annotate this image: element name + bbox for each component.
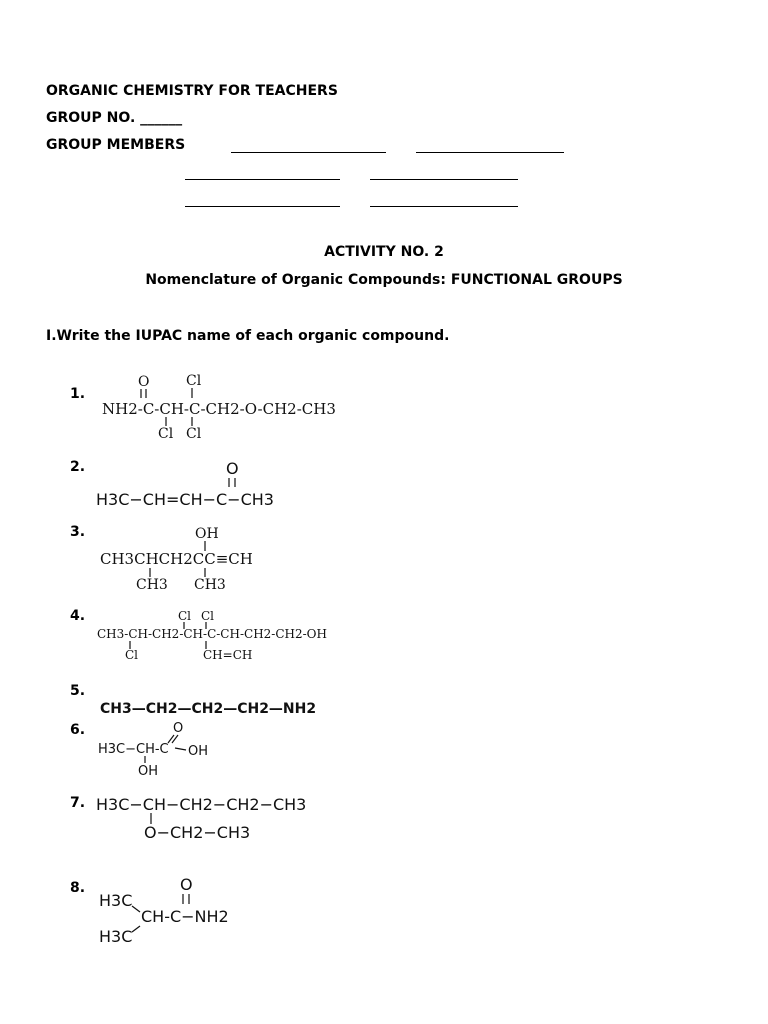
item-number-1: 1. <box>70 386 86 402</box>
s6-hydroxyl-right: OH <box>188 744 209 759</box>
course-title: ORGANIC CHEMISTRY FOR TEACHERS <box>46 83 338 99</box>
item-number-2: 2. <box>70 459 86 475</box>
s8-methyl-bottom: H3C <box>99 927 133 946</box>
group-members-label: GROUP MEMBERS <box>46 137 186 153</box>
s8-methyl-top: H3C <box>99 891 133 910</box>
item-number-3: 3. <box>70 524 86 540</box>
member-blank-5[interactable] <box>185 206 340 207</box>
structure-7 <box>96 792 326 847</box>
s3-methyl-2: CH3 <box>194 577 226 593</box>
s3-hydroxyl: OH <box>195 526 219 542</box>
structure-8 <box>96 872 266 947</box>
group-no-label: GROUP NO. ______ <box>46 110 183 126</box>
s1-chlorine-bottom-2: Cl <box>186 426 202 442</box>
s3-main-chain: CH3CHCH2CC≡CH <box>100 550 253 568</box>
member-blank-2[interactable] <box>416 152 564 153</box>
member-blank-3[interactable] <box>185 179 340 180</box>
s4-chlorine-top-2: Cl <box>201 609 215 623</box>
item-number-6: 6. <box>70 722 86 738</box>
structure-2 <box>96 455 306 515</box>
member-blank-4[interactable] <box>370 179 518 180</box>
s4-chlorine-top-1: Cl <box>178 609 192 623</box>
s1-main-chain: NH2-C-CH-C-CH2-O-CH2-CH3 <box>102 400 336 418</box>
member-blank-6[interactable] <box>370 206 518 207</box>
structure-1 <box>100 370 350 445</box>
structure-3 <box>98 522 298 592</box>
s6-hydroxyl-bottom: OH <box>138 764 159 779</box>
s3-methyl-1: CH3 <box>136 577 168 593</box>
s4-main-chain: CH3-CH-CH2-CH-C-CH-CH2-CH2-OH <box>97 627 327 641</box>
s8-main-chain: CH-C−NH2 <box>141 907 229 926</box>
structure-4 <box>96 606 336 666</box>
s2-main-chain: H3C−CH=CH−C−CH3 <box>96 490 274 509</box>
s4-chlorine-bottom: Cl <box>125 648 139 662</box>
item-number-5: 5. <box>70 683 86 699</box>
s7-ethoxy: O−CH2−CH3 <box>144 823 251 842</box>
instruction: I.Write the IUPAC name of each organic compound. <box>46 328 450 344</box>
activity-subtitle: Nomenclature of Organic Compounds: FUNCTIONAL GROUPS <box>145 272 623 288</box>
s6-main-chain: H3C−CH-C <box>98 742 169 757</box>
item-number-8: 8. <box>70 880 86 896</box>
s6-oxygen: O <box>173 721 184 736</box>
s1-chlorine-bottom-1: Cl <box>158 426 174 442</box>
member-blank-1[interactable] <box>231 152 386 153</box>
s1-chlorine-top: Cl <box>186 373 202 389</box>
item-number-7: 7. <box>70 795 86 811</box>
item-number-4: 4. <box>70 608 86 624</box>
s2-oxygen: O <box>226 459 239 478</box>
activity-title: ACTIVITY NO. 2 <box>324 244 444 260</box>
s5-main-chain: CH3—CH2—CH2—CH2—NH2 <box>100 701 317 717</box>
structure-6 <box>98 718 238 778</box>
s1-oxygen: O <box>138 374 150 390</box>
s8-oxygen: O <box>180 875 193 894</box>
s7-main-chain: H3C−CH−CH2−CH2−CH3 <box>96 795 307 814</box>
s4-vinyl: CH=CH <box>203 648 253 662</box>
structure-5 <box>100 696 330 720</box>
